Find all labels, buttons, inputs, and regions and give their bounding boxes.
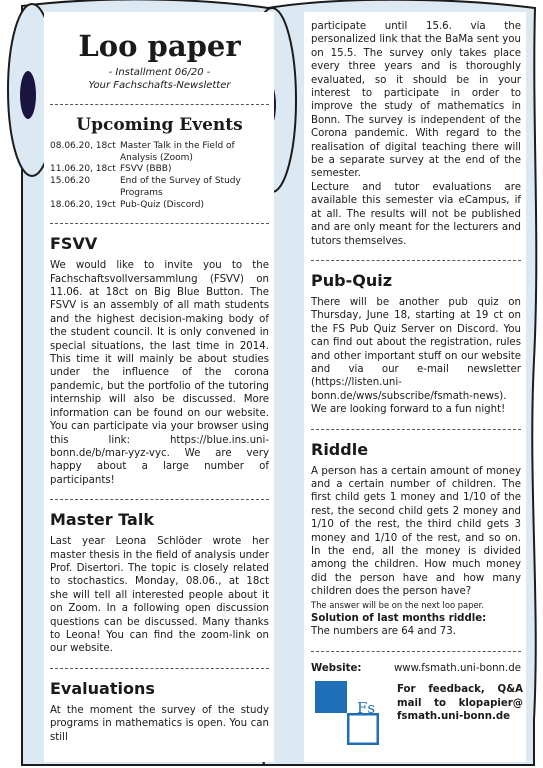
evaluations-heading: Evaluations <box>50 678 155 698</box>
newsletter-title: Loo paper <box>78 29 241 63</box>
left-roll-core <box>20 71 36 119</box>
event-desc: Pub-Quiz (Discord) <box>120 199 204 210</box>
right-column <box>311 20 521 751</box>
website-link[interactable]: www.fsmath.uni-bonn.de <box>393 662 521 674</box>
event-date: 08.06.20, 18ct <box>50 141 116 151</box>
riddle-body: A person has a certain amount of money and a certain number of children. The first child gets 1 money and 1/10 of the rest, the second child gets 2 money and 1/10 of the rest, the third child gets 3 money and 1/10 of the rest, and so on. In the end, all the money is divided among the children. How much money did the person have and how many children does the person have? <box>311 465 521 598</box>
fsvv-body: We would like to invite you to the Fachschaftsvollversammlung (FSVV) on 11.06. at 18ct on Big Blue Button. The FSVV is an assembly of all math students and the highest decision-making body of the student council. It is only convened in special situations, the last time in 2014. This time it will mainly be about studies under the influence of the corona pandemic, but the portfolio of the tutoring internship will also be discussed. More information can be found on our website. You can participate via your browser using this link: https://blue.ins.uni-bonn.de/b/mar-yyz-vyc. We are very happy about a large number of participants! <box>50 260 269 486</box>
event-desc: Master Talk in the Field of Analysis (Zoom) <box>120 141 235 163</box>
event-item <box>50 200 269 212</box>
master-talk-heading: Master Talk <box>50 510 154 530</box>
feedback-text: For feedback, Q&A mail to klopapier@ fsmath.uni-bonn.de <box>397 684 523 723</box>
evaluations-body-start: At the moment the survey of the study programs in mathematics is open. You can still <box>50 704 269 743</box>
newsletter-subtitle: Your Fachschafts-Newsletter <box>88 80 231 91</box>
left-column <box>50 30 269 744</box>
logo-lettering: Fs <box>356 699 376 717</box>
feedback-block <box>311 681 521 751</box>
event-date: 11.06.20, 18ct <box>50 164 116 175</box>
newsletter-installment: - Installment 06/20 - <box>108 67 211 78</box>
fsvv-heading: FSVV <box>50 234 98 254</box>
upcoming-events-heading: Upcoming Events <box>76 115 243 135</box>
divider <box>50 104 269 105</box>
riddle-heading: Riddle <box>311 439 369 459</box>
master-talk-body: Last year Leona Schlöder wrote her master thesis in the field of analysis under Prof. Disertori. The topic is closely related to stochastics. Monday, 08.06., at 18ct she will tell all interested people about it on Zoom. In a following open discussion questions can be discussed. Many thanks to Leona! You can find the zoom-link on our website. <box>50 536 269 655</box>
pub-quiz-heading: Pub-Quiz <box>311 270 392 290</box>
divider <box>50 223 269 224</box>
event-item <box>50 176 269 199</box>
divider <box>311 651 521 652</box>
divider <box>311 260 521 261</box>
divider <box>311 429 521 430</box>
riddle-solution-text: The numbers are 64 and 73. <box>311 626 457 638</box>
divider <box>50 499 269 500</box>
event-item <box>50 141 269 164</box>
event-date: 15.06.20 <box>50 176 91 187</box>
riddle-note: The answer will be on the next loo paper. <box>311 599 484 610</box>
event-item <box>50 164 269 176</box>
evaluations-body-lectures: Lecture and tutor evaluations are available this semester via eCampus, if at all. The results will not be published and are only meant for the lecturers and tutors themselves. <box>311 181 521 247</box>
event-desc: End of the Survey of Study Programs <box>120 176 241 198</box>
website-label: Website: <box>311 662 362 674</box>
riddle-solution-label: Solution of last months riddle: <box>311 613 487 625</box>
divider <box>50 668 269 669</box>
website-row <box>311 662 521 675</box>
evaluations-body-continued: participate until 15.6. via the personalized link that the BaMa sent you on 15.5. The survey only takes place every three years and is thoroughly evaluated, so it should be in your interest to participate in order to improve the study of mathematics in Bonn. The survey is independent of the Corona pandemic. With regard to the realisation of digital teaching there will be a separate survey at the end of the semester. <box>311 21 521 180</box>
event-desc: FSVV (BBB) <box>120 164 172 175</box>
event-date: 18.06.20, 19ct <box>50 199 116 210</box>
events-list <box>50 141 269 211</box>
pub-quiz-body: There will be another pub quiz on Thursday, June 18, starting at 19 ct on the FS Pub Quiz Server on Discord. You can find out about the registration, rules and other important stuff on our website and via our e-mail newsletter (https://listen.uni-bonn.de/wws/subscribe/fsmath-news). We are looking forward to a fun night! <box>311 296 521 416</box>
